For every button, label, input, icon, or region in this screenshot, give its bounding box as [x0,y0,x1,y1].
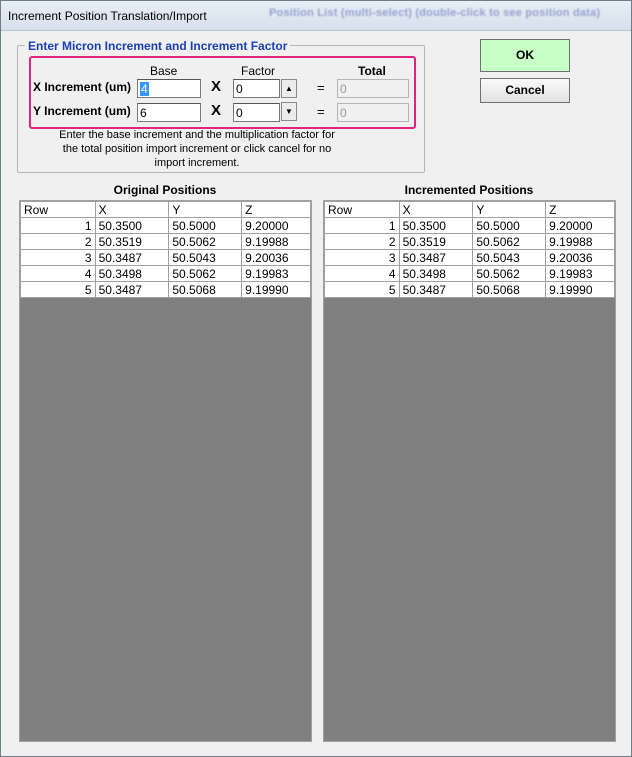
original-positions-title: Original Positions [113,183,217,197]
row-number: 1 [325,218,400,234]
row-number: 3 [325,250,400,266]
column-header-y[interactable]: Y [473,202,546,218]
column-header-row[interactable]: Row [21,202,96,218]
y-cell[interactable]: 50.5000 [169,218,242,234]
z-cell[interactable]: 9.19988 [242,234,311,250]
background-window-title: Position List (multi-select) (double-click to see position data) [269,7,601,19]
original-positions-table [20,201,311,298]
z-cell[interactable]: 9.20036 [242,250,311,266]
column-header-y[interactable]: Y [169,202,242,218]
x-cell[interactable]: 50.3498 [399,266,473,282]
row-number: 3 [21,250,96,266]
column-header-z[interactable]: Z [242,202,311,218]
z-cell[interactable]: 9.19990 [242,282,311,298]
y-times-sign: X [211,102,222,119]
z-cell[interactable]: 9.19983 [546,266,615,282]
increment-hint-text: Enter the base increment and the multiplication factor for the total position import increment or click cancel for no import increment. [59,129,335,169]
z-cell[interactable]: 9.20000 [546,218,615,234]
y-increment-label: Y Increment (um) [33,104,131,118]
z-cell[interactable]: 9.19990 [546,282,615,298]
table-row[interactable] [21,218,311,234]
row-number: 5 [21,282,96,298]
y-total-field: 0 [337,103,409,122]
x-cell[interactable]: 50.3487 [95,282,169,298]
table-row[interactable] [325,282,615,298]
table-header-row [325,202,615,218]
z-cell[interactable]: 9.20036 [546,250,615,266]
y-cell[interactable]: 50.5062 [473,234,546,250]
cancel-button[interactable]: Cancel [480,78,570,103]
original-positions-grid[interactable] [19,200,312,742]
incremented-positions-title: Incremented Positions [404,183,534,197]
window-title: Increment Position Translation/Import [8,9,207,23]
x-equals-sign: = [317,80,325,95]
table-header-row [21,202,311,218]
incremented-positions-grid[interactable] [323,200,616,742]
table-row[interactable] [21,266,311,282]
total-header: Total [358,64,386,78]
column-header-x[interactable]: X [95,202,169,218]
table-row[interactable] [325,234,615,250]
y-cell[interactable]: 50.5062 [473,266,546,282]
y-cell[interactable]: 50.5062 [169,266,242,282]
y-cell[interactable]: 50.5043 [169,250,242,266]
x-cell[interactable]: 50.3487 [95,250,169,266]
x-cell[interactable]: 50.3487 [399,282,473,298]
title-bar[interactable] [1,1,631,31]
table-row[interactable] [21,282,311,298]
y-factor-input[interactable]: 0 [233,103,280,122]
z-cell[interactable]: 9.19988 [546,234,615,250]
z-cell[interactable]: 9.20000 [242,218,311,234]
x-cell[interactable]: 50.3498 [95,266,169,282]
row-number: 5 [325,282,400,298]
x-cell[interactable]: 50.3487 [399,250,473,266]
x-cell[interactable]: 50.3519 [95,234,169,250]
y-cell[interactable]: 50.5068 [473,282,546,298]
y-base-input[interactable]: 6 [137,103,201,122]
row-number: 2 [21,234,96,250]
x-cell[interactable]: 50.3500 [95,218,169,234]
table-row[interactable] [325,218,615,234]
table-row[interactable] [325,266,615,282]
increment-group-title: Enter Micron Increment and Increment Factor [25,39,290,53]
x-base-input[interactable] [137,79,201,98]
column-header-x[interactable]: X [399,202,473,218]
table-row[interactable] [325,250,615,266]
y-cell[interactable]: 50.5062 [169,234,242,250]
x-factor-input[interactable]: 0 [233,79,280,98]
factor-header: Factor [241,64,276,78]
z-cell[interactable]: 9.19983 [242,266,311,282]
row-number: 4 [21,266,96,282]
x-total-field: 0 [337,79,409,98]
row-number: 1 [21,218,96,234]
x-cell[interactable]: 50.3500 [399,218,473,234]
y-equals-sign: = [317,104,325,119]
y-factor-spin-down-icon[interactable]: ▼ [281,102,297,121]
table-row[interactable] [21,234,311,250]
x-base-value: 4 [141,82,148,96]
row-number: 2 [325,234,400,250]
y-cell[interactable]: 50.5068 [169,282,242,298]
x-times-sign: X [211,78,222,95]
incremented-positions-table [324,201,615,298]
column-header-z[interactable]: Z [546,202,615,218]
table-row[interactable] [21,250,311,266]
x-factor-spin-up-icon[interactable]: ▲ [281,79,297,98]
x-cell[interactable]: 50.3519 [399,234,473,250]
y-cell[interactable]: 50.5043 [473,250,546,266]
row-number: 4 [325,266,400,282]
column-header-row[interactable]: Row [325,202,400,218]
x-increment-label: X Increment (um) [33,80,132,94]
y-cell[interactable]: 50.5000 [473,218,546,234]
base-header: Base [150,64,178,78]
ok-button[interactable]: OK [480,39,570,72]
